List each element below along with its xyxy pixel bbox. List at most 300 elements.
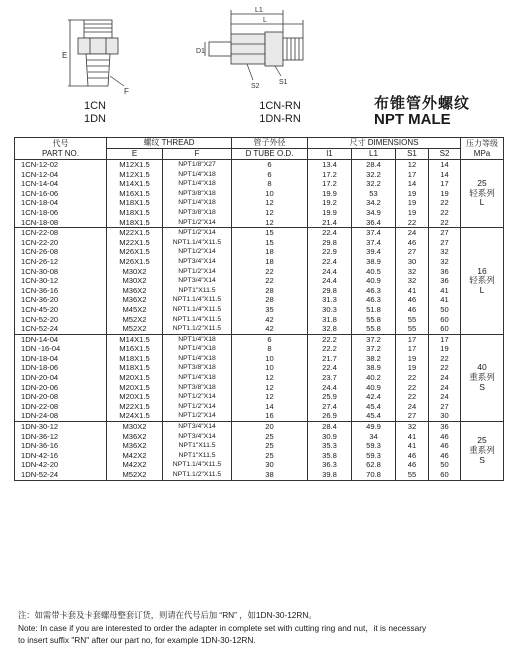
dim-label-e: E [62,51,68,60]
table-row [15,238,504,248]
pressure-class-line: 25 [477,435,487,446]
table-cell: 1DN-18-06 [15,363,107,373]
table-cell: 1CN-52-24 [15,324,107,334]
table-cell: M36X2 [107,441,163,451]
table-cell: NPT1.1/4"X11.5 [163,238,232,248]
table-cell: 39.4 [352,247,396,257]
table-cell: 41 [396,441,429,451]
table-cell: 46 [396,238,429,248]
table-cell: NPT1/2"X14 [163,402,232,412]
pressure-class-line: 轻系列 [469,187,495,198]
table-cell: 1CN-22-20 [15,238,107,248]
spec-table-body [15,160,504,481]
table-cell: NPT1.1/4"X11.5 [163,315,232,325]
table-cell: M16X1.5 [107,189,163,199]
table-cell: M52X2 [107,470,163,480]
table-row [15,383,504,393]
table-cell: 1DN-18-04 [15,354,107,364]
table-cell: 25 [232,432,308,442]
title-en: NPT MALE [374,111,451,128]
table-cell: NPT1/2"X14 [163,247,232,257]
table-cell: M22X1.5 [107,238,163,248]
table-row [15,208,504,218]
table-row [15,198,504,208]
table-cell: 19.9 [308,208,352,218]
table-cell: NPT1/2"X14 [163,267,232,277]
table-cell: 1CN-30-08 [15,267,107,277]
table-cell: 55.8 [352,315,396,325]
table-cell: 35 [232,305,308,315]
table-cell: 46 [429,451,461,461]
dim-label-d1: D1 [196,48,205,55]
table-cell: 1DN-22-08 [15,402,107,412]
table-cell: 60 [429,324,461,334]
table-cell: 31.3 [308,295,352,305]
table-row [15,334,504,344]
table-cell: 30.9 [308,432,352,442]
pressure-class-line: 16 [477,265,487,276]
table-cell: 1DN-42-16 [15,451,107,461]
table-cell: NPT3/4"X14 [163,432,232,442]
table-cell: 40.9 [352,383,396,393]
pressure-class-cell [461,160,504,228]
table-cell: 32 [429,257,461,267]
table-cell: 1CN-18-08 [15,218,107,228]
table-cell: 31.8 [308,315,352,325]
table-cell: 1CN-14-04 [15,179,107,189]
table-cell: 22.2 [308,334,352,344]
table-row [15,286,504,296]
right-caption [240,100,320,126]
table-cell: NPT1"X11.5 [163,286,232,296]
table-cell: 37.4 [352,228,396,238]
table-cell: NPT1"X11.5 [163,451,232,461]
table-cell: 42 [232,315,308,325]
table-cell: NPT1"X11.5 [163,441,232,451]
table-cell: 12 [232,198,308,208]
table-cell: 28.4 [352,160,396,170]
col-pressure [461,138,504,160]
table-cell: 30 [396,257,429,267]
table-cell: 46 [396,460,429,470]
caption-line: 1CN-RN [259,100,301,112]
table-cell: 1CN-45-20 [15,305,107,315]
table-cell: 17.2 [308,170,352,180]
table-cell: 1DN-36-12 [15,432,107,442]
table-cell: 19 [396,363,429,373]
table-cell: 1DN-20-08 [15,392,107,402]
pressure-class-line: S [479,381,485,392]
table-cell: 35.8 [308,451,352,461]
table-cell: 19 [396,198,429,208]
table-cell: NPT3/8"X18 [163,383,232,393]
pressure-class-cell [461,228,504,335]
table-cell: M22X1.5 [107,228,163,238]
table-cell: 17 [429,179,461,189]
note-cn: 注：如需带卡套及卡套螺母整套订货，则请在代号后加 “RN” ，如1DN-30-12RN。 [18,610,317,620]
table-cell: 40.9 [352,276,396,286]
table-cell: 19 [396,208,429,218]
table-cell: NPT1/2"X14 [163,218,232,228]
table-cell: 22 [396,218,429,228]
table-cell: 37.2 [352,344,396,354]
table-cell: M42X2 [107,451,163,461]
table-cell: 24.4 [308,267,352,277]
table-cell: 37.2 [352,334,396,344]
subheader-e: E [107,149,163,160]
table-cell: M12X1.5 [107,170,163,180]
table-cell: 24 [429,392,461,402]
table-cell: M22X1.5 [107,402,163,412]
table-cell: 1CN-52-20 [15,315,107,325]
table-cell: M20X1.5 [107,373,163,383]
table-cell: 22.9 [308,247,352,257]
pressure-class-line: L [479,284,485,295]
table-cell: 24.4 [308,383,352,393]
table-cell: 24 [429,383,461,393]
table-cell: 19 [429,344,461,354]
table-cell: 55 [396,324,429,334]
header-pressure-cn: 压力等级 [466,138,499,148]
table-cell: NPT1/4"X18 [163,179,232,189]
left-caption [60,100,130,126]
table-cell: NPT1/4"X18 [163,170,232,180]
table-cell: 38.9 [352,363,396,373]
table-cell: 36 [429,422,461,432]
table-cell: 1CN-16-06 [15,189,107,199]
table-cell: 1CN-18-04 [15,198,107,208]
table-cell: NPT1/2"X14 [163,411,232,421]
table-cell: NPT1/4"X18 [163,354,232,364]
table-cell: NPT3/8"X18 [163,208,232,218]
table-cell: 35.3 [308,441,352,451]
col-thread: 螺纹 THREAD [107,138,232,149]
table-cell: 22.4 [308,363,352,373]
table-cell: M52X2 [107,315,163,325]
table-cell: 70.8 [352,470,396,480]
table-cell: 32 [429,247,461,257]
table-cell: 60 [429,315,461,325]
table-cell: M18X1.5 [107,354,163,364]
table-cell: M14X1.5 [107,334,163,344]
table-cell: M45X2 [107,305,163,315]
table-cell: 27 [429,228,461,238]
table-cell: M18X1.5 [107,198,163,208]
table-cell: 17 [429,334,461,344]
caption-line: 1DN-RN [259,113,301,125]
table-cell: 60 [429,470,461,480]
table-cell: 10 [232,189,308,199]
table-cell: 17 [396,334,429,344]
table-cell: 6 [232,170,308,180]
table-cell: 46 [396,451,429,461]
table-cell: M16X1.5 [107,344,163,354]
table-cell: 6 [232,334,308,344]
table-cell: 21.4 [308,218,352,228]
table-cell: NPT1.1/2"X11.5 [163,324,232,334]
table-cell: 25.9 [308,392,352,402]
table-row [15,247,504,257]
pressure-class-line: 40 [477,362,487,373]
table-cell: 1DN -16-04 [15,344,107,354]
table-cell: 14 [429,160,461,170]
table-cell: 1DN-20-04 [15,373,107,383]
table-cell: 19.9 [308,189,352,199]
table-cell: 22 [232,276,308,286]
table-cell: 45.4 [352,402,396,412]
table-cell: 22.4 [308,228,352,238]
table-cell: NPT1.1/2"X11.5 [163,470,232,480]
table-cell: 22.2 [308,344,352,354]
table-cell: 1DN-42-20 [15,460,107,470]
table-cell: 24.4 [308,276,352,286]
male-adapter-drawing [40,8,150,98]
table-row [15,460,504,470]
table-cell: 38.9 [352,257,396,267]
table-cell: 46 [396,295,429,305]
dim-label-l1: L1 [255,7,263,14]
table-cell: M42X2 [107,460,163,470]
table-cell: 36.3 [308,460,352,470]
table-cell: M36X2 [107,286,163,296]
table-cell: 10 [232,354,308,364]
table-cell: 12 [396,160,429,170]
table-cell: 22.4 [308,257,352,267]
col-tube: 管子外径 [232,138,308,149]
col-dimensions: 尺寸 DIMENSIONS [308,138,461,149]
table-cell: 53 [352,189,396,199]
table-cell: M12X1.5 [107,160,163,170]
table-cell: 22 [429,208,461,218]
table-cell: NPT3/8"X18 [163,363,232,373]
table-cell: M26X1.5 [107,257,163,267]
table-row [15,257,504,267]
table-cell: NPT3/4"X14 [163,422,232,432]
table-cell: NPT1/8"X27 [163,160,232,170]
table-cell: NPT1/2"X14 [163,228,232,238]
table-cell: 12 [232,218,308,228]
assembled-adapter-drawing [195,4,315,100]
table-cell: 36 [429,267,461,277]
table-cell: 62.8 [352,460,396,470]
table-cell: 36 [429,276,461,286]
table-cell: M18X1.5 [107,363,163,373]
table-cell: 8 [232,344,308,354]
table-row [15,295,504,305]
table-row [15,228,504,238]
table-row [15,189,504,199]
table-cell: 45.4 [352,411,396,421]
table-row [15,363,504,373]
table-cell: 28.4 [308,422,352,432]
table-cell: 19 [396,189,429,199]
table-row [15,267,504,277]
table-cell: 25 [232,441,308,451]
table-cell: NPT1.1/4"X11.5 [163,305,232,315]
table-cell: 27 [396,411,429,421]
table-cell: M14X1.5 [107,179,163,189]
table-cell: NPT1/4"X18 [163,344,232,354]
table-cell: 32 [396,276,429,286]
table-cell: 14 [232,402,308,412]
table-cell: 29.8 [308,238,352,248]
table-cell: 51.8 [352,305,396,315]
table-cell: 19 [429,189,461,199]
table-cell: 46 [396,305,429,315]
table-cell: 1CN-26-08 [15,247,107,257]
table-cell: M52X2 [107,324,163,334]
table-cell: NPT1.1/4"X11.5 [163,460,232,470]
table-cell: 55.8 [352,324,396,334]
table-cell: 12 [232,392,308,402]
table-cell: 1CN-22-08 [15,228,107,238]
table-cell: 22 [429,354,461,364]
table-cell: 25 [232,451,308,461]
table-cell: 26.9 [308,411,352,421]
table-cell: 17 [396,170,429,180]
table-cell: M20X1.5 [107,392,163,402]
table-row [15,422,504,432]
table-cell: 32 [396,422,429,432]
subheader-l1: l1 [308,149,352,160]
table-cell: 34.9 [352,208,396,218]
table-cell: 27 [396,247,429,257]
table-cell: M30X2 [107,276,163,286]
table-cell: M30X2 [107,267,163,277]
dim-label-s2: S2 [251,83,260,90]
table-cell: 1CN-26-12 [15,257,107,267]
dim-label-f: F [124,87,129,96]
table-cell: 23.7 [308,373,352,383]
table-row [15,432,504,442]
table-cell: 46.3 [352,295,396,305]
table-cell: 17.2 [308,179,352,189]
table-cell: 1CN-36-20 [15,295,107,305]
table-cell: M26X1.5 [107,247,163,257]
table-cell: 1CN-36-16 [15,286,107,296]
col-code [15,138,107,160]
table-row [15,451,504,461]
table-cell: 38.2 [352,354,396,364]
table-cell: 1DN-20-06 [15,383,107,393]
table-cell: 40.5 [352,267,396,277]
table-row [15,373,504,383]
table-cell: 59.3 [352,441,396,451]
table-cell: M30X2 [107,422,163,432]
subheader-f: F [163,149,232,160]
pressure-class-line: 重系列 [469,372,495,383]
table-cell: 49.9 [352,422,396,432]
table-cell: 1DN-14-04 [15,334,107,344]
table-row [15,392,504,402]
table-cell: 32.8 [308,324,352,334]
table-cell: 50 [429,305,461,315]
pressure-class-line: L [479,197,485,208]
table-cell: NPT3/4"X14 [163,257,232,267]
table-cell: 32.2 [352,179,396,189]
table-cell: NPT3/4"X14 [163,276,232,286]
table-cell: M24X1.5 [107,411,163,421]
table-cell: 12 [232,383,308,393]
table-cell: 22 [429,198,461,208]
pressure-class-cell [461,334,504,421]
note-en-line2: to insert suffix "RN" after our part no, for example 1DN-30-12RN. [18,635,256,645]
table-row [15,179,504,189]
table-cell: 21.7 [308,354,352,364]
subheader-s2: S2 [429,149,461,160]
table-cell: NPT1/2"X14 [163,392,232,402]
table-cell: 46 [429,432,461,442]
table-cell: 55 [396,470,429,480]
table-cell: 20 [232,422,308,432]
table-cell: 10 [232,363,308,373]
table-cell: M36X2 [107,295,163,305]
table-cell: 41 [396,432,429,442]
table-cell: 22 [232,267,308,277]
table-cell: 30.3 [308,305,352,315]
table-cell: 50 [429,460,461,470]
subheader-tube: D TUBE O.D. [232,149,308,160]
table-cell: 8 [232,179,308,189]
table-row [15,218,504,228]
table-cell: 15 [232,228,308,238]
table-cell: 12 [232,208,308,218]
header-code-cn: 代号 [52,138,69,148]
table-cell: 28 [232,286,308,296]
table-cell: 38 [232,470,308,480]
table-cell: M18X1.5 [107,218,163,228]
table-row [15,170,504,180]
table-cell: 27 [429,238,461,248]
table-cell: 1DN-24-08 [15,411,107,421]
table-cell: 22 [396,373,429,383]
table-cell: 24 [396,402,429,412]
table-row [15,324,504,334]
table-row [15,470,504,480]
table-cell: NPT3/8"X18 [163,189,232,199]
table-row [15,354,504,364]
table-cell: M20X1.5 [107,383,163,393]
caption-line: 1DN [83,113,106,125]
table-row [15,315,504,325]
table-cell: 1DN-36-16 [15,441,107,451]
table-row [15,411,504,421]
table-cell: 39.8 [308,470,352,480]
table-cell: 30 [429,411,461,421]
header-code-en: PART NO. [42,148,79,158]
table-cell: 32 [396,267,429,277]
table-cell: 22 [429,363,461,373]
table-cell: 22 [396,392,429,402]
title-cn: 布锥管外螺纹 [374,95,471,112]
table-cell: 16 [232,411,308,421]
table-cell: 42 [232,324,308,334]
table-cell: NPT1/4"X18 [163,334,232,344]
table-cell: 55 [396,315,429,325]
table-cell: 41 [396,286,429,296]
table-cell: NPT1/4"X18 [163,373,232,383]
spec-table [14,137,504,481]
header-pressure-unit: MPa [473,148,491,158]
table-cell: 46 [429,441,461,451]
pressure-class-cell [461,422,504,481]
table-cell: 13.4 [308,160,352,170]
table-cell: 1DN-30-12 [15,422,107,432]
table-cell: 1CN-30-12 [15,276,107,286]
dim-label-l: L [263,17,267,24]
table-cell: 40.2 [352,373,396,383]
table-cell: 22 [429,218,461,228]
